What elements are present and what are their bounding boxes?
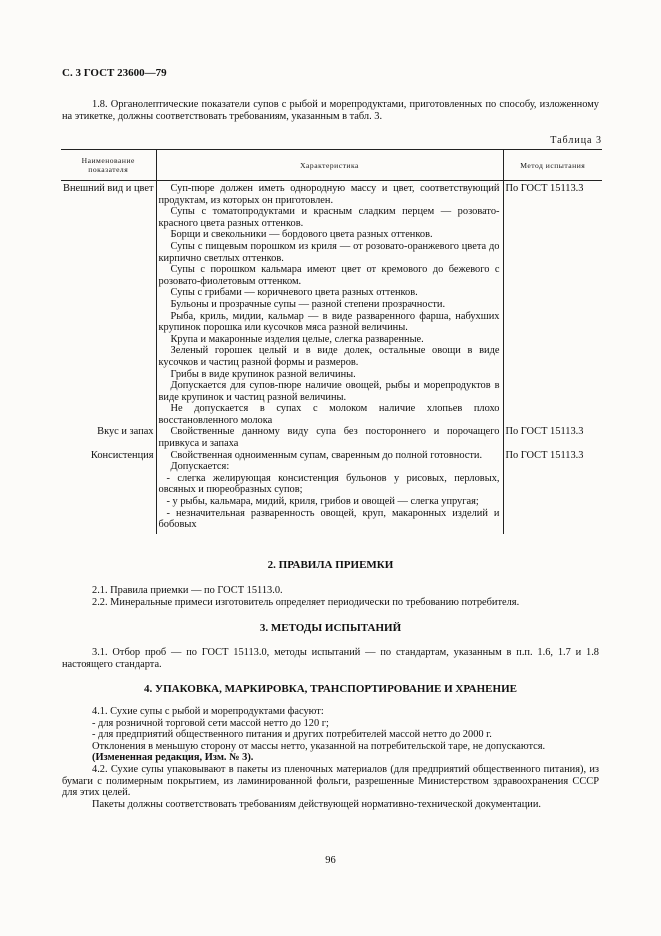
characteristic-line: Супы с пищевым порошком из криля — от розовато-оранжевого цвета до кирпично светлых оттенков. <box>158 240 500 264</box>
edit-note: (Измененная редакция, Изм. № 3). <box>92 752 254 764</box>
characteristic-line: Допускается для супов-пюре наличие овощей, рыбы и морепродуктов в виде крупинок и частиц разной величины. <box>158 380 500 403</box>
table-row <box>61 181 602 427</box>
characteristic-line: Бульоны и прозрачные супы — разной степени прозрачности. <box>170 298 446 310</box>
allowed-title: Допускается: <box>170 461 230 473</box>
table-caption: Таблица 3 <box>550 135 602 146</box>
column-header-method: Метод испытания <box>503 150 602 181</box>
paragraph: 3.1. Отбор проб — по ГОСТ 15113.0, методы испытаний — по стандартам, указанным в п.п. 1.6, 1.7 и 1.8 настоящего стандарта. <box>62 647 599 670</box>
characteristic-line: Зеленый горошек целый и в виде долек, остальные овощи в виде кусочков и частиц разной формы и размеров. <box>158 345 500 368</box>
paragraph: 2.2. Минеральные примеси изготовитель определяет периодически по требованию потребителя. <box>92 596 520 608</box>
paragraph: Пакеты должны соответствовать требованиям действующей нормативно-технической документации. <box>92 798 542 810</box>
section-2-body <box>62 585 599 608</box>
section-4-body <box>62 706 599 810</box>
row-method: По ГОСТ 15113.3 <box>505 426 584 438</box>
allowed-list-item: - у рыбы, кальмара, мидий, криля, грибов и овощей — слегка упругая; <box>166 496 479 508</box>
characteristic-line: Не допускается в супах с молоком наличие хлопьев плохо восстановленного молока <box>158 403 500 426</box>
section-2-title: 2. ПРАВИЛА ПРИЕМКИ <box>267 559 394 571</box>
characteristic-line: Борщи и свекольники — бордового цвета разных оттенков. <box>170 229 433 241</box>
bullet-item: - для розничной торговой сети массой нетто до 120 г; <box>92 717 329 729</box>
organoleptic-table <box>61 149 602 534</box>
characteristic-line: Крупа и макаронные изделия целые, слегка разваренные. <box>170 333 424 345</box>
section-4-title: 4. УПАКОВКА, МАРКИРОВКА, ТРАНСПОРТИРОВАНИЕ И ХРАНЕНИЕ <box>144 683 517 695</box>
table-header-row <box>61 150 602 181</box>
bullet-item: - для предприятий общественного питания и других потребителей массой нетто до 2000 г. <box>92 729 492 741</box>
characteristic-line: Рыба, криль, мидии, кальмар — в виде разваренного фарша, набухших крупинок порошка или кусочков мяса разной величины. <box>158 310 500 334</box>
row-name: Вкус и запах <box>97 426 154 438</box>
characteristic-line: Супы с грибами — коричневого цвета разных оттенков. <box>170 287 418 299</box>
table-row <box>61 426 602 449</box>
characteristic-line: Суп-пюре должен иметь однородную массу и цвет, соответствующий продуктам, из которых он приготовлен. <box>158 183 500 206</box>
paragraph: 4.1. Сухие супы с рыбой и морепродуктами фасуют: <box>92 706 324 717</box>
section-3-body <box>62 647 599 670</box>
row-characteristic <box>156 426 503 449</box>
column-header-name: Наименование показателя <box>61 150 156 181</box>
allowed-list-item: - незначительная разваренность овощей, круп, макаронных изделий и бобовых <box>158 507 500 531</box>
characteristic-line: Супы с томатопродуктами и красным сладким перцем — розовато-красного цвета разных оттенков. <box>158 206 500 229</box>
paragraph: Отклонения в меньшую сторону от массы нетто, указанной на потребительской таре, не допускаются. <box>92 740 546 752</box>
intro-paragraph: 1.8. Органолептические показатели супов с рыбой и морепродуктами, приготовленных по способу, изложенному на этикетке, должны соответствовать требованиям, указанным в табл. 3. <box>62 99 599 122</box>
row-method: По ГОСТ 15113.3 <box>505 449 584 461</box>
allowed-list-item: - слегка желирующая консистенция бульонов у рисовых, перловых, овсяных и пюреобразных супов; <box>158 472 500 496</box>
characteristic-line: Свойственная одноименным супам, сваренным до полной готовности. <box>170 449 483 461</box>
table-row <box>61 450 602 534</box>
section-3-title: 3. МЕТОДЫ ИСПЫТАНИЙ <box>259 622 402 634</box>
row-name: Внешний вид и цвет <box>63 183 154 194</box>
characteristic-line: Грибы в виде крупинок разной величины. <box>170 368 356 380</box>
column-header-characteristic: Характеристика <box>156 150 503 181</box>
row-characteristic <box>156 181 503 427</box>
page-header: С. 3 ГОСТ 23600—79 <box>62 67 167 79</box>
row-characteristic <box>156 450 503 534</box>
paragraph: 2.1. Правила приемки — по ГОСТ 15113.0. <box>92 585 283 596</box>
row-method: По ГОСТ 15113.3 <box>505 183 584 194</box>
characteristic-line: Свойственные данному виду супа без постороннего и порочащего привкуса и запаха <box>158 426 500 450</box>
row-name: Консистенция <box>90 449 154 461</box>
page-number: 96 <box>325 855 336 866</box>
paragraph: 4.2. Сухие супы упаковывают в пакеты из пленочных материалов (для предприятий общественного питания), из бумаги с полимерным покрытием, из ламинированной фольги, разрешенные Министерством здравоохранения СССР для этих целей. <box>62 763 599 799</box>
characteristic-line: Супы с порошком кальмара имеют цвет от кремового до бежевого с розовато-фиолетовым оттенком. <box>158 264 500 287</box>
